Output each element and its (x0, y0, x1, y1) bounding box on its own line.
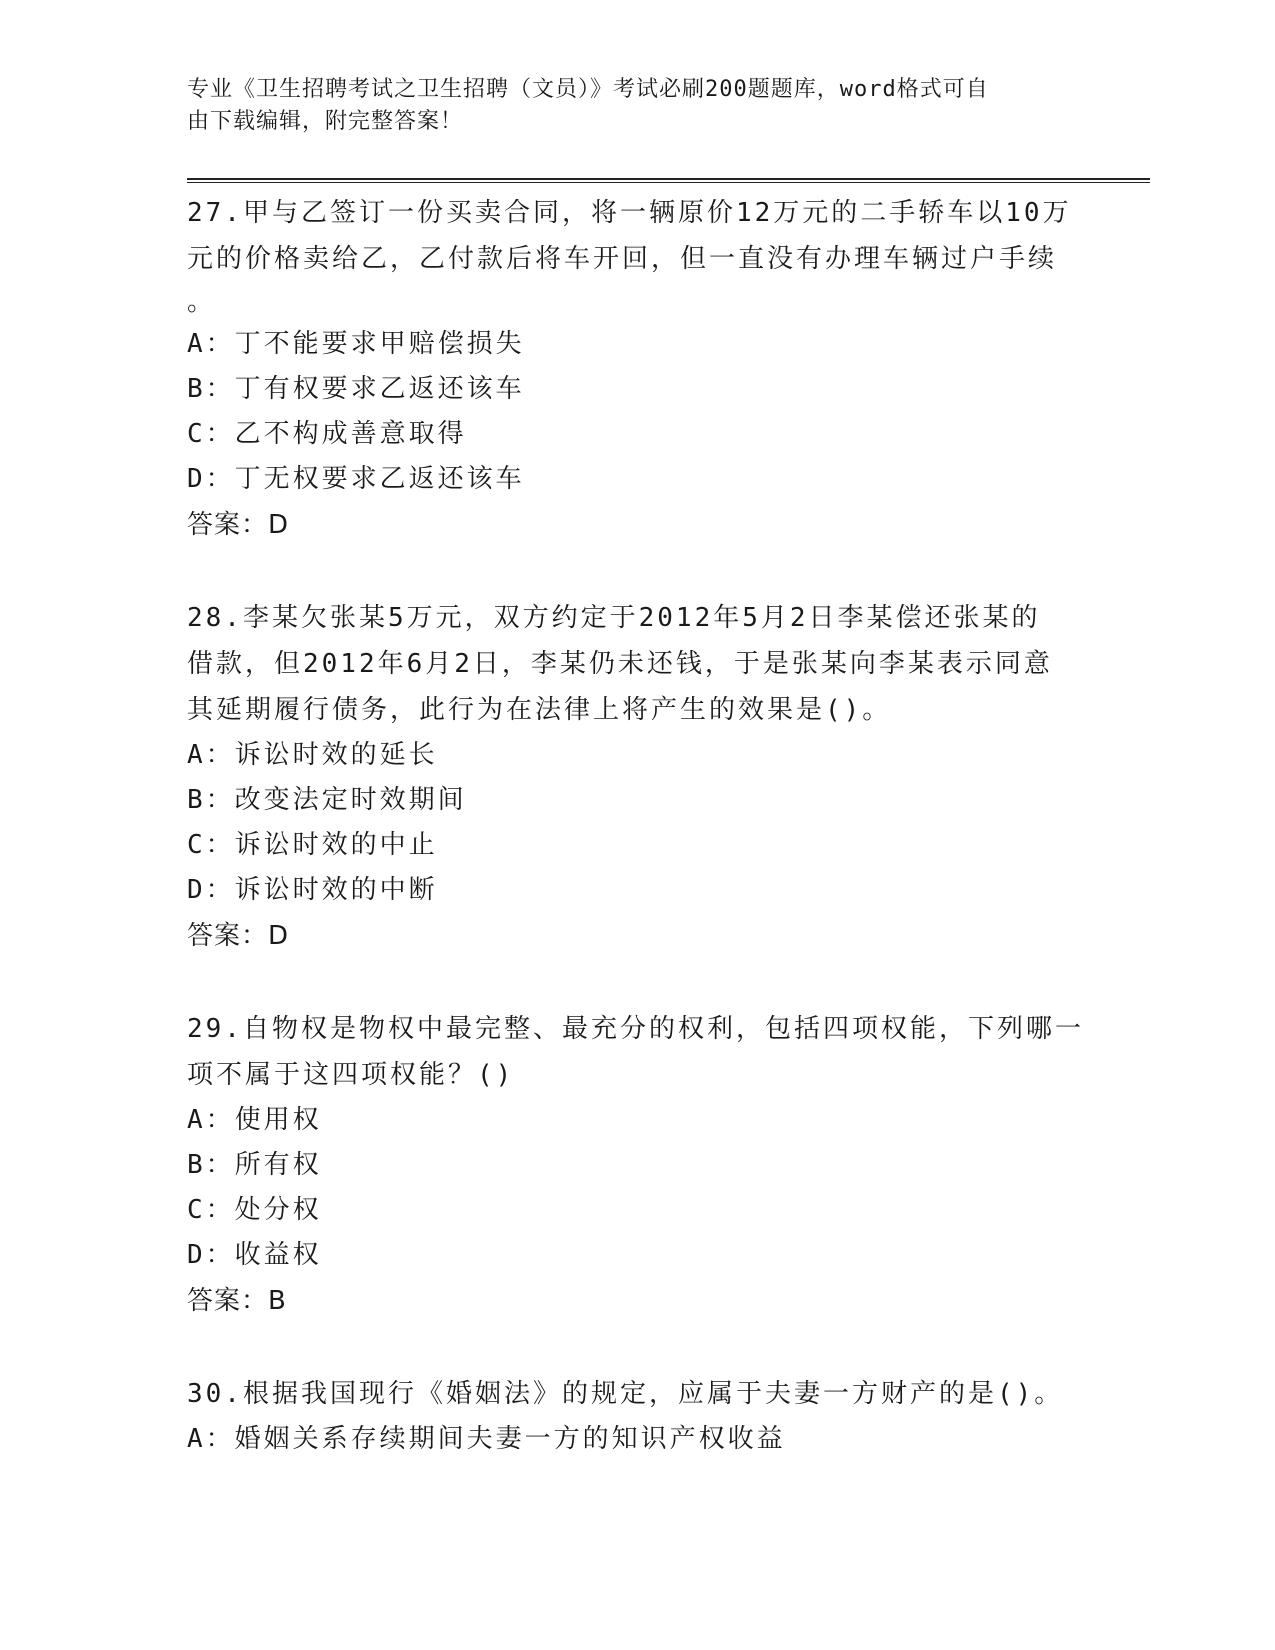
option-c: C：诉讼时效的中止 (187, 830, 438, 860)
header-line-2: 由下载编辑，附完整答案！ (187, 109, 464, 134)
option-a: A：使用权 (187, 1105, 322, 1135)
answer-line: 答案：D (187, 510, 290, 540)
option-b: B：丁有权要求乙返还该车 (187, 374, 525, 404)
question-stem-line: 29.自物权是物权中最完整、最充分的权利，包括四项权能，下列哪一 (187, 1014, 1084, 1044)
question-stem-line: 项不属于这四项权能？() (187, 1060, 515, 1090)
question-spacer (187, 959, 1087, 1006)
question-28 (187, 595, 1087, 959)
answer-line: 答案：D (187, 921, 290, 951)
option-b: B：改变法定时效期间 (187, 785, 467, 815)
question-stem-line: 27.甲与乙签订一份买卖合同，将一辆原价12万元的二手轿车以10万 (187, 198, 1072, 228)
question-27 (187, 190, 1087, 548)
option-d: D：丁无权要求乙返还该车 (187, 464, 525, 494)
question-29 (187, 1006, 1087, 1324)
document-header (187, 74, 1087, 138)
question-stem-line: 元的价格卖给乙，乙付款后将车开回，但一直没有办理车辆过户手续 (187, 244, 1058, 274)
question-spacer (187, 1324, 1087, 1371)
question-list (187, 190, 1087, 1462)
option-a: A：婚姻关系存续期间夫妻一方的知识产权收益 (187, 1424, 786, 1454)
question-stem-line: 其延期履行债务，此行为在法律上将产生的效果是()。 (187, 695, 892, 725)
question-stem-line: 借款，但2012年6月2日，李某仍未还钱，于是张某向李某表示同意 (187, 649, 1053, 679)
header-divider (187, 178, 1150, 183)
option-c: C：处分权 (187, 1195, 322, 1225)
question-stem-line: 30.根据我国现行《婚姻法》的规定，应属于夫妻一方财产的是()。 (187, 1379, 1064, 1409)
question-30 (187, 1371, 1087, 1462)
option-c: C：乙不构成善意取得 (187, 419, 467, 449)
option-d: D：诉讼时效的中断 (187, 875, 438, 905)
question-stem-tail: 。 (187, 287, 217, 317)
question-spacer (187, 548, 1087, 595)
question-stem-line: 28.李某欠张某5万元，双方约定于2012年5月2日李某偿还张某的 (187, 603, 1041, 633)
option-b: B：所有权 (187, 1150, 322, 1180)
header-line-1: 专业《卫生招聘考试之卫生招聘（文员）》考试必刷200题题库，word格式可自 (187, 77, 989, 102)
option-a: A：诉讼时效的延长 (187, 740, 438, 770)
answer-line: 答案：B (187, 1286, 287, 1316)
option-a: A：丁不能要求甲赔偿损失 (187, 329, 525, 359)
option-d: D：收益权 (187, 1240, 322, 1270)
